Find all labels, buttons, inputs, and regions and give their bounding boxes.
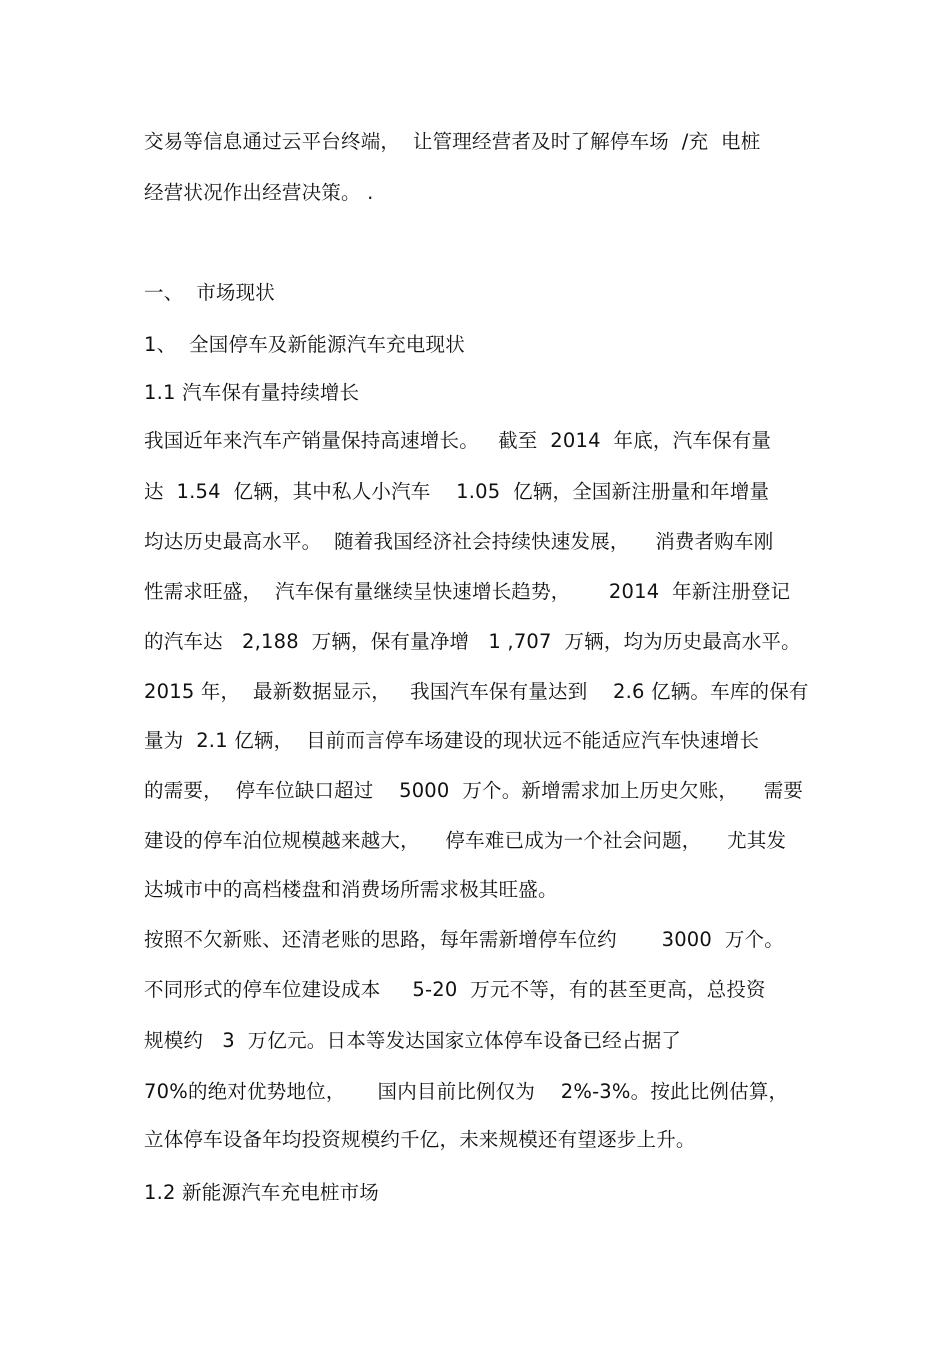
paragraph-1-line-8: 的需要， 停车位缺口超过 5000 万个。新增需求加上历史欠账， 需要	[144, 779, 804, 802]
paragraph-2-line-5: 立体停车设备年均投资规模约千亿，未来规模还有望逐步上升。	[144, 1128, 696, 1151]
sub-sub-heading-2: 1.2 新能源汽车充电桩市场	[144, 1181, 380, 1204]
subsection-heading: 1、 全国停车及新能源汽车充电现状	[144, 333, 465, 356]
paragraph-1-line-5: 的汽车达 2,188 万辆，保有量净增 1 ,707 万辆，均为历史最高水平。	[144, 630, 801, 653]
paragraph-2-line-2: 不同形式的停车位建设成本 5-20 万元不等，有的甚至更高，总投资	[144, 978, 766, 1001]
paragraph-1-line-6: 2015 年， 最新数据显示， 我国汽车保有量达到 2.6 亿辆。车库的保有	[144, 680, 809, 703]
section-heading: 一、 市场现状	[144, 281, 275, 304]
paragraph-1-line-2: 达 1.54 亿辆，其中私人小汽车 1.05 亿辆，全国新注册量和年增量	[144, 480, 770, 503]
paragraph-1-line-9: 建设的停车泊位规模越来越大， 停车难已成为一个社会问题， 尤其发	[144, 829, 787, 852]
paragraph-1-line-4: 性需求旺盛， 汽车保有量继续呈快速增长趋势， 2014 年新注册登记	[144, 580, 791, 603]
paragraph-1-line-10: 达城市中的高档楼盘和消费场所需求极其旺盛。	[144, 878, 558, 901]
paragraph-2-line-1: 按照不欠新账、还清老账的思路，每年需新增停车位约 3000 万个。	[144, 928, 784, 951]
paragraph-1-line-7: 量为 2.1 亿辆， 目前而言停车场建设的现状远不能适应汽车快速增长	[144, 729, 760, 752]
paragraph-1-line-3: 均达历史最高水平。 随着我国经济社会持续快速发展， 消费者购车刚	[144, 530, 774, 553]
intro-line-2: 经营状况作出经营决策。 .	[144, 181, 374, 204]
paragraph-2-line-4: 70%的绝对优势地位， 国内目前比例仅为 2%-3%。按此比例估算，	[144, 1080, 789, 1103]
paragraph-2-line-3: 规模约 3 万亿元。日本等发达国家立体停车设备已经占据了	[144, 1029, 682, 1052]
sub-sub-heading-1: 1.1 汽车保有量持续增长	[144, 381, 360, 404]
intro-line-1: 交易等信息通过云平台终端， 让管理经营者及时了解停车场 /充 电桩	[144, 130, 761, 153]
paragraph-1-line-1: 我国近年来汽车产销量保持高速增长。 截至 2014 年底，汽车保有量	[144, 429, 772, 452]
